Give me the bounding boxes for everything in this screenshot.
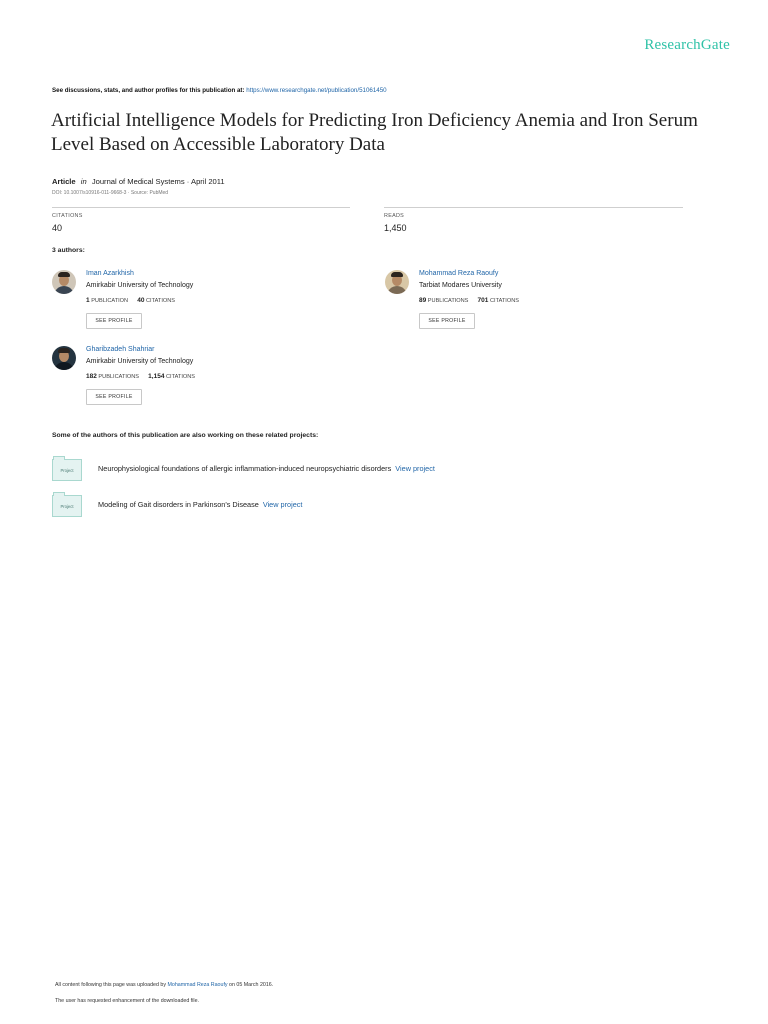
citations-value: 40	[52, 223, 63, 233]
publication-link[interactable]: https://www.researchgate.net/publication/51061450	[246, 87, 387, 94]
publication-title: Artificial Intelligence Models for Predicting Iron Deficiency Anemia and Iron Serum Level Based on Accessible Laboratory Data	[51, 110, 698, 155]
project-name: Neurophysiological foundations of allergic inflammation-induced neuropsychiatric disorders	[98, 464, 392, 473]
publication-count-label: PUBLICATIONS	[427, 298, 469, 304]
doi-line: DOI: 10.1007/s10916-011-9668-3 · Source: PubMed	[52, 190, 169, 196]
citation-count: 40	[137, 297, 145, 304]
authors-heading: 3 authors:	[52, 247, 85, 254]
related-projects-heading: Some of the authors of this publication are also working on these related projects:	[52, 432, 319, 439]
project-item	[52, 495, 652, 521]
project-folder-icon[interactable]	[52, 495, 82, 517]
project-item	[52, 459, 652, 485]
reads-divider	[384, 207, 683, 208]
publication-meta	[52, 177, 225, 186]
article-type: Article	[52, 177, 76, 186]
author-stats	[86, 373, 195, 380]
citations-divider	[52, 207, 350, 208]
reads-label: READS	[384, 213, 405, 219]
researchgate-logo[interactable]: ResearchGate	[644, 37, 730, 53]
avatar[interactable]	[52, 270, 76, 294]
avatar[interactable]	[385, 270, 409, 294]
publication-count-label: PUBLICATIONS	[98, 374, 140, 380]
publication-count: 182	[86, 373, 97, 380]
journal-name[interactable]: Journal of Medical Systems	[91, 177, 185, 186]
see-profile-button[interactable]: SEE PROFILE	[86, 313, 142, 329]
author-stats	[86, 297, 175, 304]
reads-value: 1,450	[384, 223, 407, 233]
discussion-text: See discussions, stats, and author profiles for this publication at:	[52, 87, 245, 94]
publication-count: 1	[86, 297, 90, 304]
publication-count-label: PUBLICATION	[91, 298, 129, 304]
upload-prefix: All content following this page was uploaded by	[55, 982, 167, 988]
project-icon-label: Project	[60, 504, 74, 509]
avatar[interactable]	[52, 346, 76, 370]
citations-label: CITATIONS	[52, 213, 83, 219]
upload-note	[55, 982, 273, 988]
citation-count-label: CITATIONS	[146, 298, 176, 304]
author-name[interactable]: Iman Azarkhish	[86, 270, 134, 277]
project-icon-label: Project	[60, 468, 74, 473]
citation-count: 701	[477, 297, 489, 304]
project-title	[98, 500, 302, 509]
see-profile-button[interactable]: SEE PROFILE	[86, 389, 142, 405]
author-name[interactable]: Gharibzadeh Shahriar	[86, 346, 155, 353]
author-name[interactable]: Mohammad Reza Raoufy	[419, 270, 499, 277]
publication-date: · April 2011	[186, 177, 225, 186]
project-folder-icon[interactable]	[52, 459, 82, 481]
enhancement-note: The user has requested enhancement of the downloaded file.	[55, 998, 199, 1004]
discussion-line	[52, 87, 387, 94]
author-card	[52, 270, 352, 332]
upload-suffix: on 05 March 2016.	[229, 982, 274, 988]
project-title	[98, 464, 435, 473]
uploader-link[interactable]: Mohammad Reza Raoufy	[167, 982, 228, 988]
author-institution: Amirkabir University of Technology	[86, 358, 194, 365]
author-institution: Amirkabir University of Technology	[86, 282, 194, 289]
in-word: in	[80, 177, 87, 186]
author-card	[52, 346, 352, 408]
author-card	[385, 270, 685, 332]
project-name: Modeling of Gait disorders in Parkinson's Disease	[98, 500, 259, 509]
author-stats	[419, 297, 519, 304]
citation-count-label: CITATIONS	[166, 374, 196, 380]
publication-count: 89	[419, 297, 427, 304]
view-project-link[interactable]: View project	[395, 464, 435, 473]
citation-count: 1,154	[148, 373, 165, 380]
view-project-link[interactable]: View project	[262, 500, 303, 509]
see-profile-button[interactable]: SEE PROFILE	[419, 313, 475, 329]
citation-count-label: CITATIONS	[489, 298, 519, 304]
author-institution: Tarbiat Modares University	[419, 282, 502, 289]
